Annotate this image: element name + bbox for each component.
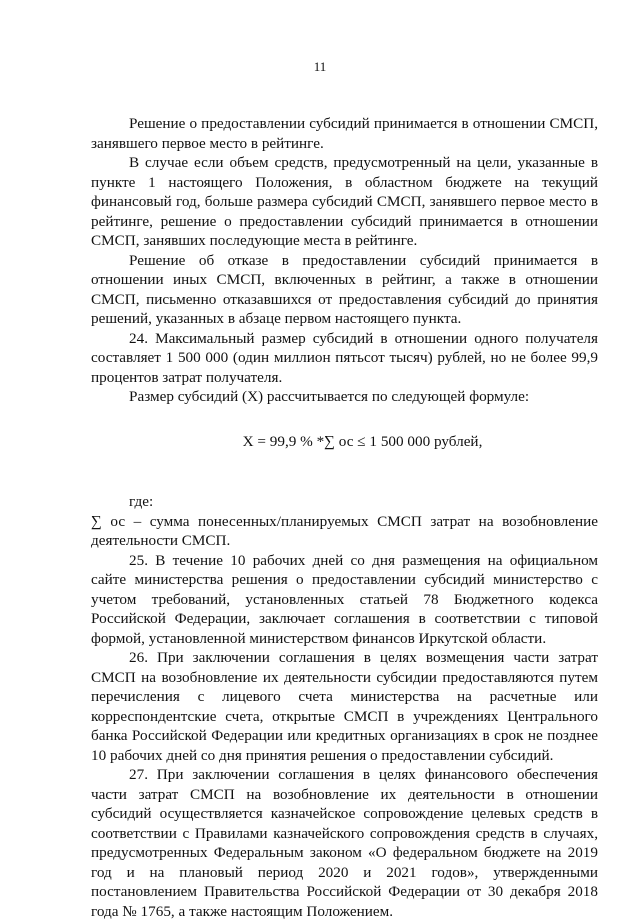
spacer	[91, 474, 598, 492]
subsidy-formula: X = 99,9 % *∑ ос ≤ 1 500 000 рублей,	[242, 432, 483, 450]
paragraph-item-27: 27. При заключении соглашения в целях финансового обеспечения части затрат СМСП на возобновление их деятельности в отношении субсидий осуществляется казначейское сопровождение целевых средств в соответствии с Правилами казначейского сопровождения средств в случаях, предусмотренных Федеральным законом «О федеральном бюджете на 2019 год и на плановый период 2020 и 2021 годов», утвержденными постановлением Правительства Российской Федерации от 30 декабря 2018 года № 1765, а также настоящим Положением.	[91, 766, 598, 920]
page-number: 11	[313, 59, 327, 74]
paragraph-refusal: Решение об отказе в предоставлении субсидий принимается в отношении иных СМСП, включенных в рейтинг, а также в отношении СМСП, письменно отказавшихся от предоставления субсидий до принятия решений, указанных в абзаце первом настоящего пункта.	[91, 251, 598, 327]
paragraph-item-25: 25. В течение 10 рабочих дней со дня размещения на официальном сайте министерства решения о предоставлении субсидий министерство с учетом требований, установленных статьей 78 Бюджетного кодекса Российской Федерации, заключает соглашения в соответствии с типовой формой, установленной министерством финансов Иркутской области.	[91, 551, 598, 647]
document-body	[91, 114, 598, 921]
paragraph-funds-exceed: В случае если объем средств, предусмотренный на цели, указанные в пункте 1 настоящего Положения, в областном бюджете на текущий финансовый год, больше размера субсидий СМСП, занявшего первое место в рейтинге, решение о предоставлении субсидий принимается в отношении СМСП, занявших последующие места в рейтинге.	[91, 154, 598, 249]
paragraph-item-24: 24. Максимальный размер субсидий в отношении одного получателя составляет 1 500 000 (один миллион пятьсот тысяч) рублей, но не более 99,9 процентов затрат получателя.	[91, 329, 598, 386]
paragraph-item-26: 26. При заключении соглашения в целях возмещения части затрат СМСП на возобновление их деятельности субсидии предоставляются путем перечисления с лицевого счета министерства на расчетные или корреспондентские счета, открытые СМСП в учреждениях Центрального банка Российской Федерации или кредитных организациях в срок не позднее 10 рабочих дней со дня принятия решения о предоставлении субсидий.	[91, 649, 598, 764]
paragraph-first-place: Решение о предоставлении субсидий принимается в отношении СМСП, занявшего первое место в рейтинге.	[91, 115, 598, 152]
formula-definition: ∑ ос – сумма понесенных/планируемых СМСП затрат на возобновление деятельности СМСП.	[91, 512, 598, 549]
where-label: где:	[129, 493, 154, 510]
paragraph-formula-intro: Размер субсидий (Х) рассчитывается по следующей формуле:	[129, 388, 530, 405]
